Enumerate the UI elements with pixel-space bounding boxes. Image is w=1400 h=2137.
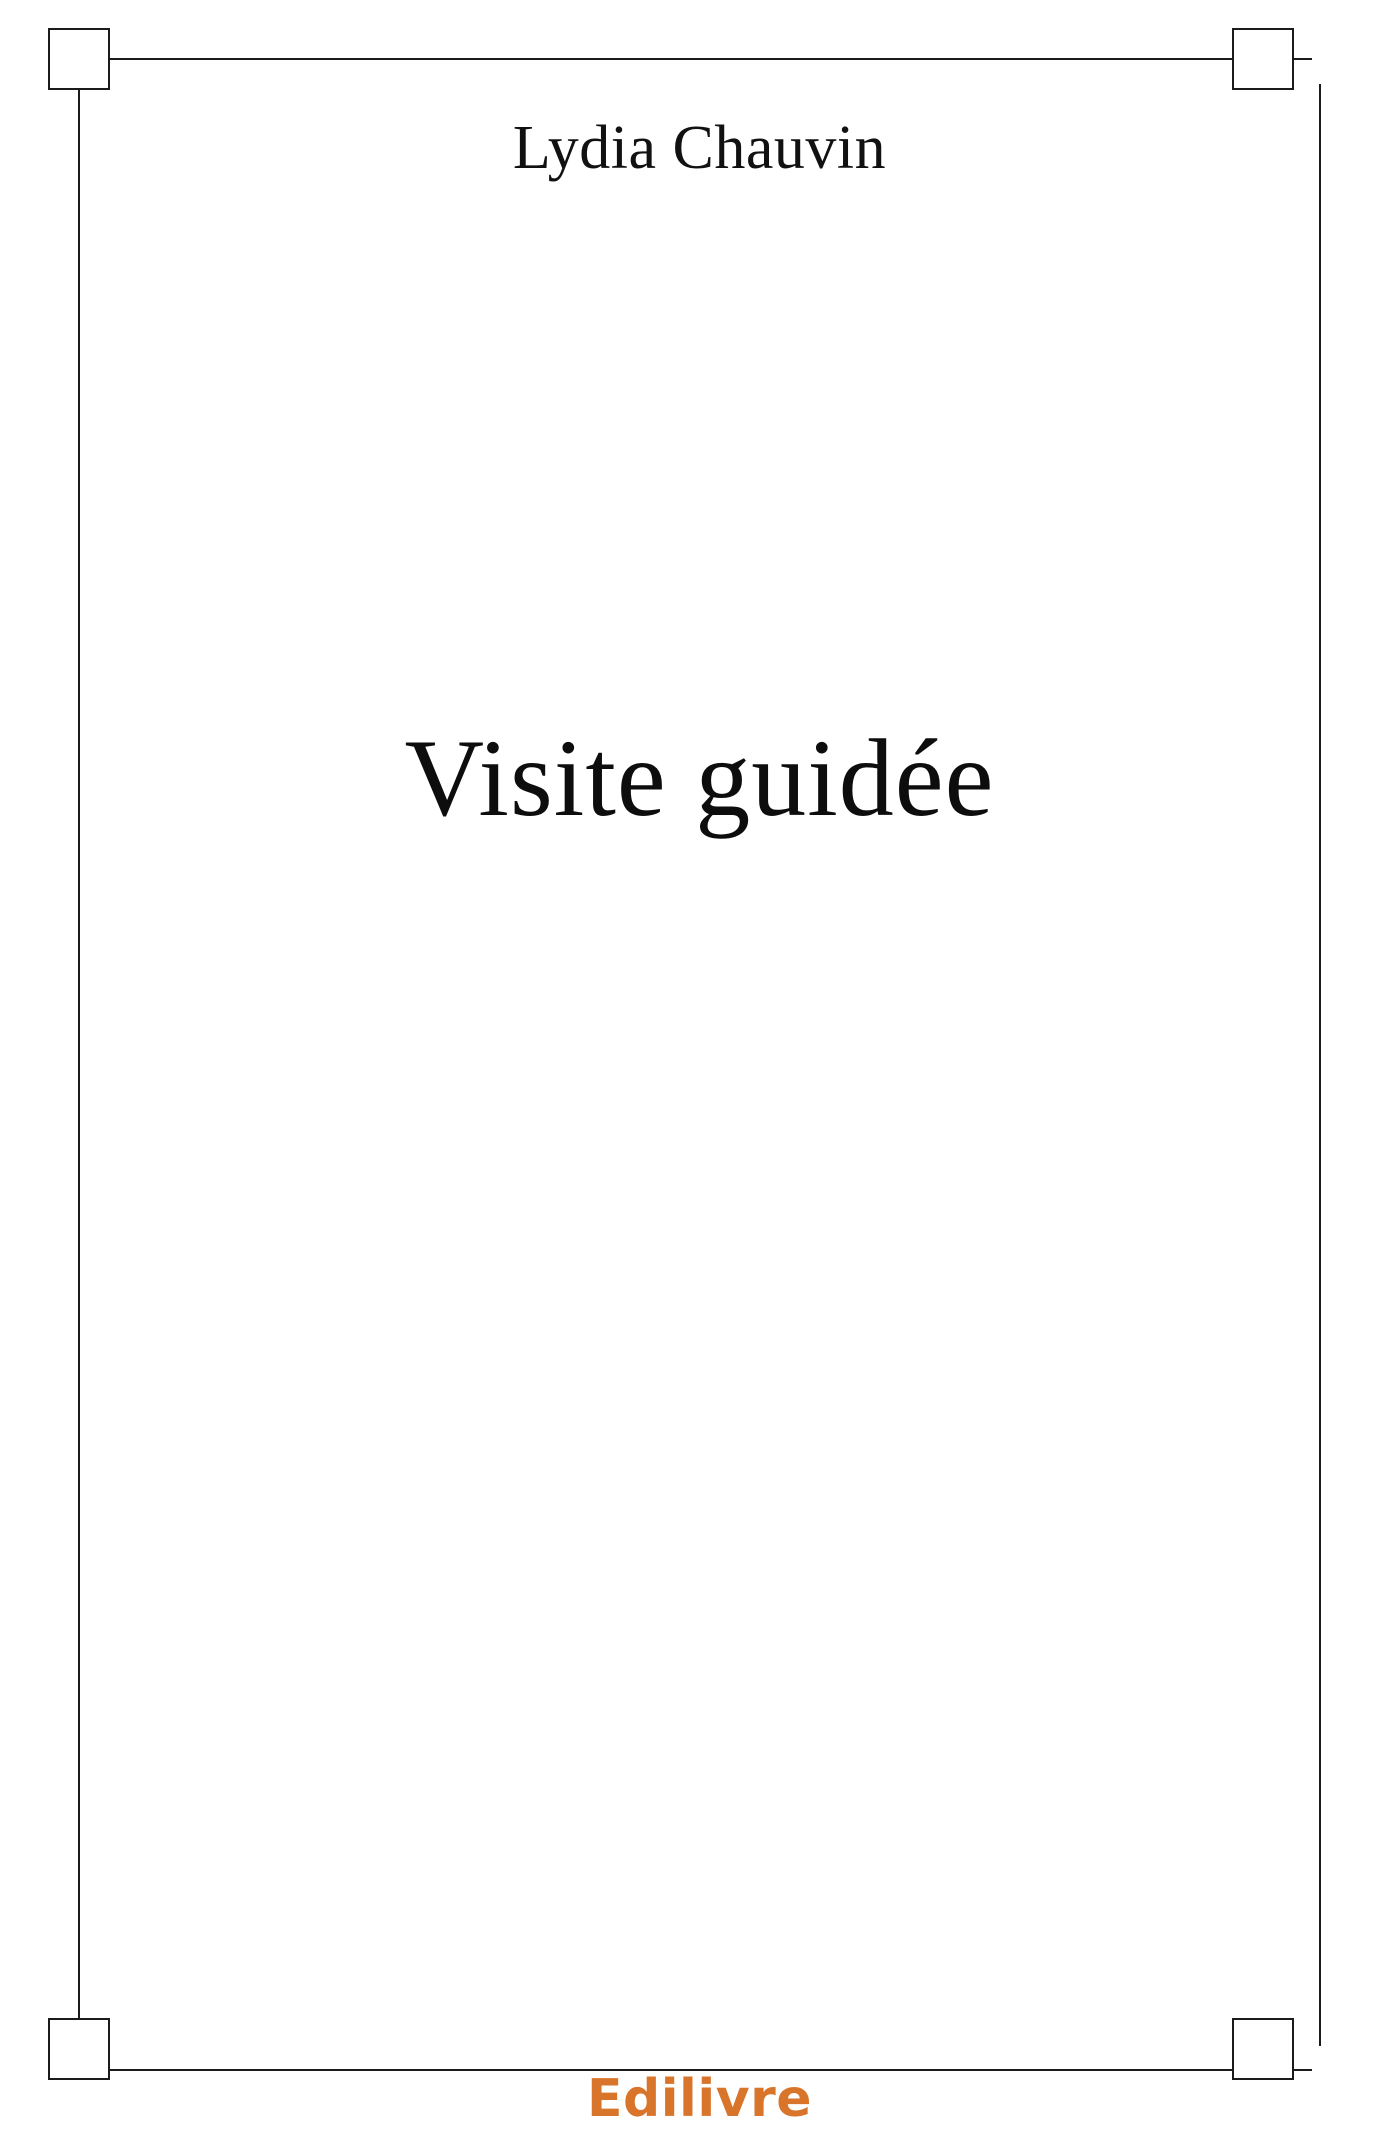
- author-name: Lydia Chauvin: [512, 114, 887, 182]
- publisher-logo: Edilivre: [586, 2069, 813, 2129]
- cover-content: [78, 58, 1321, 2129]
- book-title: Visite guidée: [404, 717, 995, 839]
